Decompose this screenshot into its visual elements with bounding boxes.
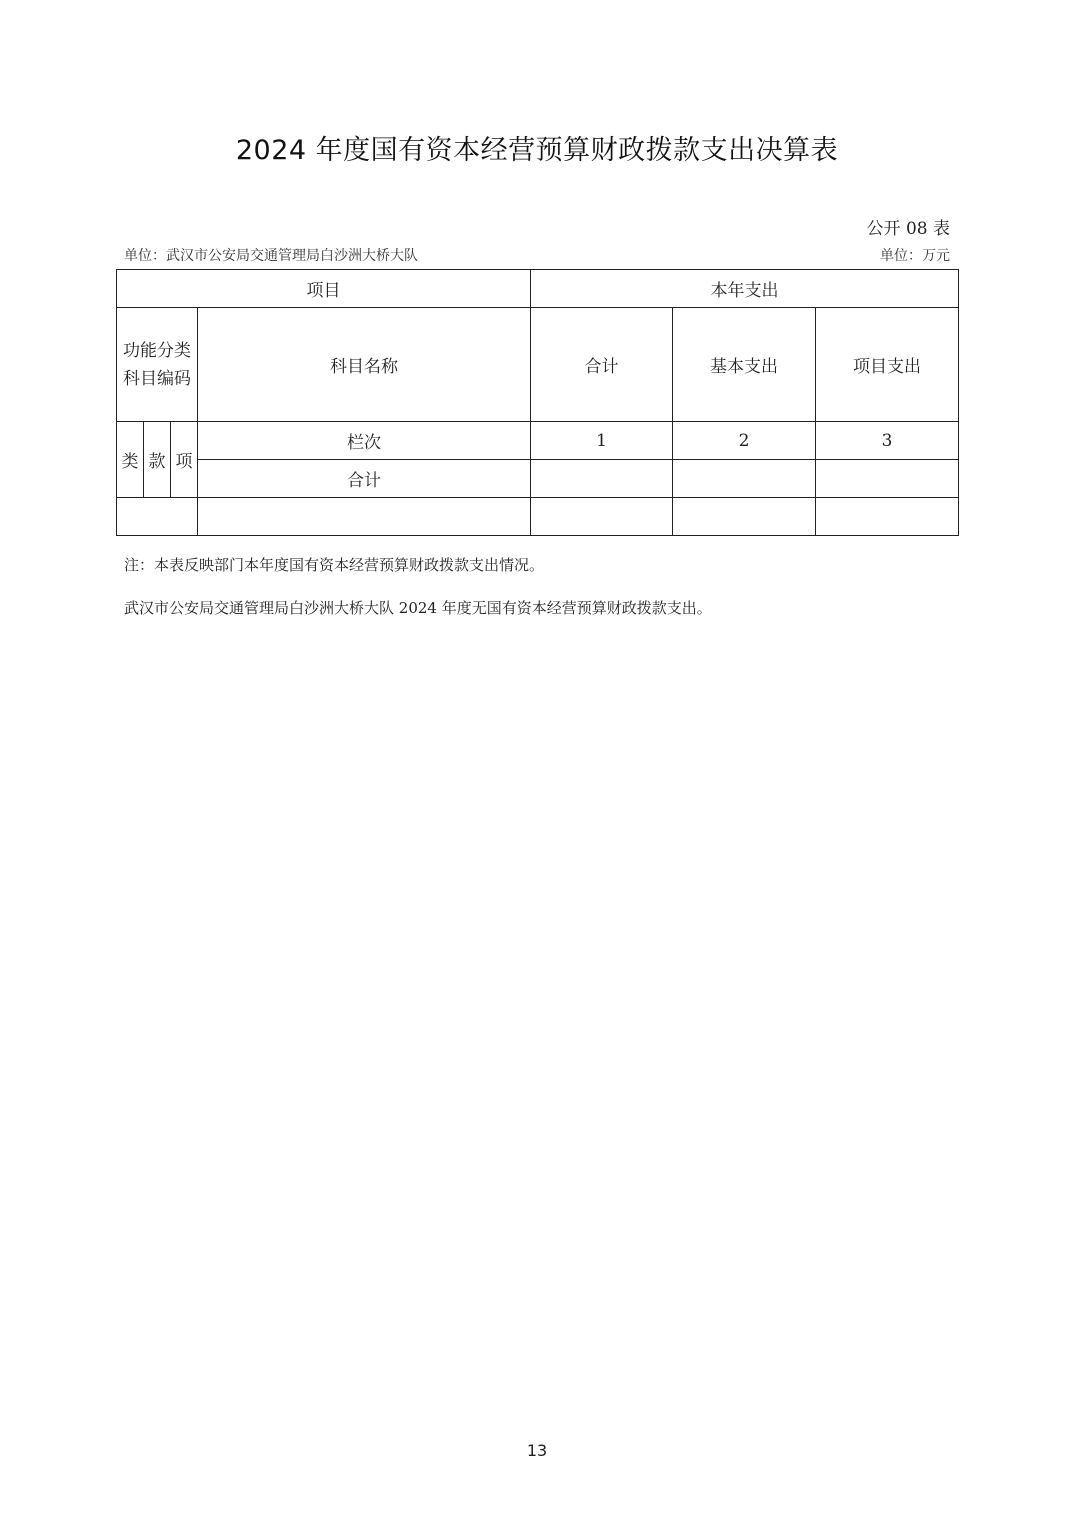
header-basic: 基本支出	[673, 308, 816, 422]
total-row-label: 合计	[198, 460, 531, 498]
expenditure-table	[116, 269, 959, 536]
form-number: 公开 08 表	[866, 219, 950, 239]
empty-row-basic	[673, 498, 816, 536]
empty-row-code	[117, 498, 198, 536]
column-number-label: 栏次	[198, 422, 531, 460]
header-project: 项目支出	[816, 308, 959, 422]
column-number-1: 1	[531, 422, 673, 460]
header-row-1	[117, 270, 959, 308]
code-col-kuan: 款	[144, 422, 171, 498]
header-func-code	[117, 308, 198, 422]
unit-organization: 单位：武汉市公安局交通管理局白沙洲大桥大队	[124, 248, 418, 264]
header-total: 合计	[531, 308, 673, 422]
total-row	[117, 460, 959, 498]
column-number-2: 2	[673, 422, 816, 460]
header-item: 项目	[117, 270, 531, 308]
page-number: 13	[526, 1441, 548, 1460]
column-number-row	[117, 422, 959, 460]
empty-row-project	[816, 498, 959, 536]
empty-row	[117, 498, 959, 536]
no-expenditure-statement: 武汉市公安局交通管理局白沙洲大桥大队 2024 年度无国有资本经营预算财政拨款支出。	[124, 599, 712, 617]
header-row-2	[117, 308, 959, 422]
column-number-3: 3	[816, 422, 959, 460]
header-func-code-text: 功能分类科目编码	[123, 340, 191, 389]
empty-row-total	[531, 498, 673, 536]
total-row-project	[816, 460, 959, 498]
table-note: 注：本表反映部门本年度国有资本经营预算财政拨款支出情况。	[124, 556, 545, 574]
header-year-expense: 本年支出	[531, 270, 959, 308]
unit-currency: 单位：万元	[880, 248, 950, 264]
page-title: 2024 年度国有资本经营预算财政拨款支出决算表	[235, 135, 839, 166]
empty-row-name	[198, 498, 531, 536]
header-subject-name: 科目名称	[198, 308, 531, 422]
total-row-total	[531, 460, 673, 498]
code-col-lei: 类	[117, 422, 144, 498]
code-col-xiang: 项	[171, 422, 198, 498]
total-row-basic	[673, 460, 816, 498]
